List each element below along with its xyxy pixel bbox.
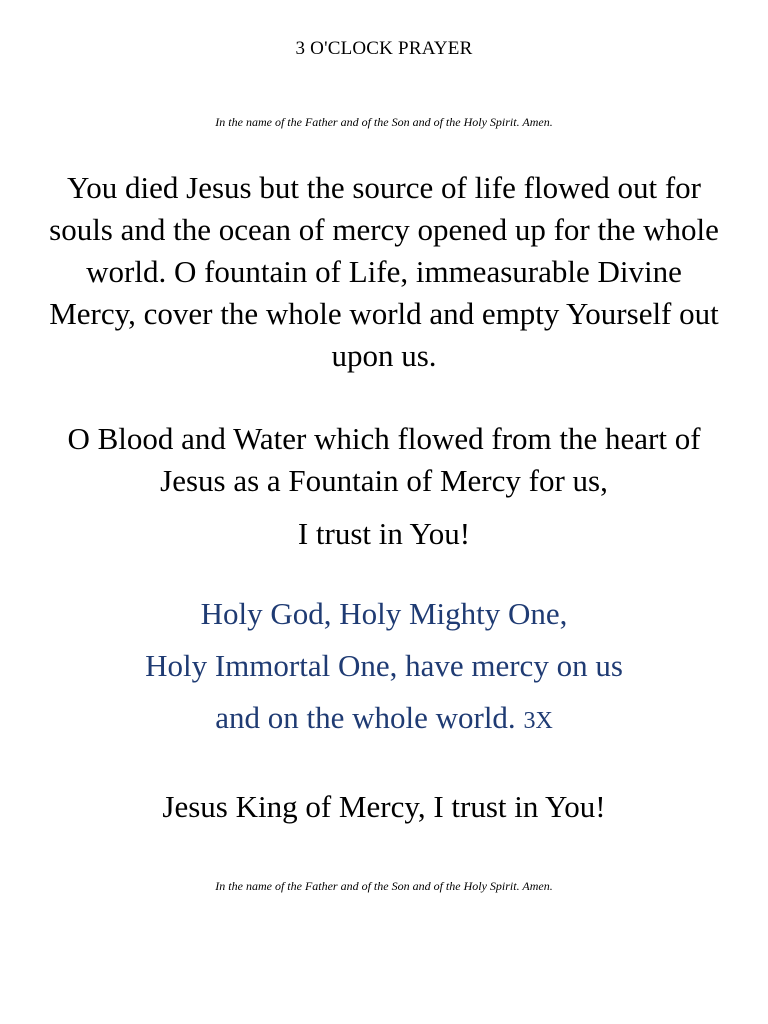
trisagion-line-2: Holy Immortal One, have mercy on us bbox=[145, 648, 623, 683]
trisagion-line-1: Holy God, Holy Mighty One, bbox=[200, 596, 568, 631]
repeat-count: 3X bbox=[523, 708, 553, 734]
opening-invocation: In the name of the Father and of the Son and of the Holy Spirit. Amen. bbox=[215, 115, 553, 129]
page-title: 3 O'CLOCK PRAYER bbox=[295, 38, 473, 59]
prayer-paragraph-second: O Blood and Water which flowed from the heart of Jesus as a Fountain of Mercy for us, bbox=[67, 421, 701, 498]
trust-line: I trust in You! bbox=[297, 516, 471, 551]
prayer-paragraph-first: You died Jesus but the source of life flowed out for souls and the ocean of mercy opened up for the whole world. O fountain of Life, immeasurable Divine Mercy, cover the whole world and empty Yourself out upon us. bbox=[49, 170, 719, 373]
closing-line: Jesus King of Mercy, I trust in You! bbox=[162, 789, 606, 824]
trisagion-line-3 bbox=[40, 700, 728, 736]
trisagion-line-3-text: and on the whole world. bbox=[215, 700, 516, 735]
closing-invocation: In the name of the Father and of the Son and of the Holy Spirit. Amen. bbox=[215, 879, 553, 893]
